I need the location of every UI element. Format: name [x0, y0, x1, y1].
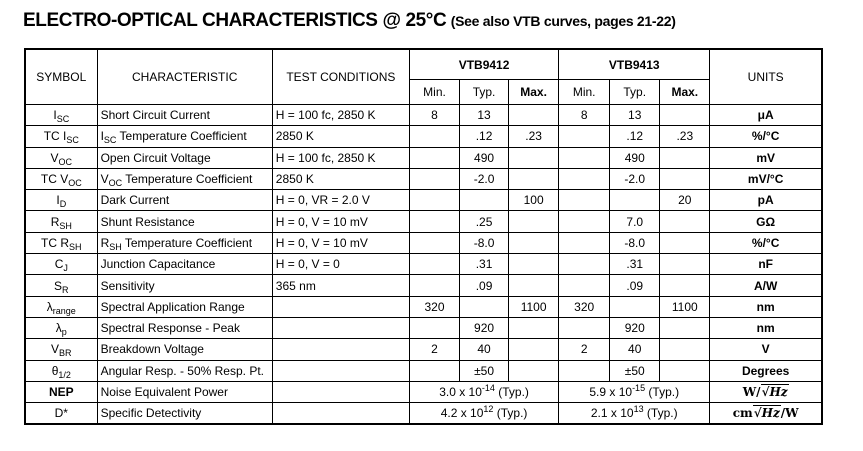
characteristic-cell: Sensitivity — [97, 275, 272, 296]
value-cell-a-max: 1100 — [509, 296, 559, 317]
page-title — [23, 10, 676, 32]
electro-optical-table — [24, 48, 823, 425]
value-cell-b-typ: 13 — [610, 105, 660, 126]
header-min-a: Min. — [409, 80, 459, 105]
unit-cell: A/W — [710, 275, 822, 296]
value-cell-a-typ: ±50 — [460, 360, 509, 381]
value-cell-b-max — [660, 275, 710, 296]
value-cell-a-max — [509, 275, 559, 296]
value-cell-b-min — [559, 254, 610, 275]
characteristic-cell: Shunt Resistance — [97, 211, 272, 232]
header-typ-a: Typ. — [460, 80, 509, 105]
nep-conditions — [272, 381, 409, 402]
value-cell-a-max — [509, 360, 559, 381]
unit-cell: nF — [710, 254, 822, 275]
conditions-cell: H = 100 fc, 2850 K — [272, 147, 409, 168]
conditions-cell: H = 100 fc, 2850 K — [272, 105, 409, 126]
value-cell-a-typ — [460, 190, 509, 211]
conditions-cell: H = 0, V = 10 mV — [272, 232, 409, 253]
header-max-b: Max. — [660, 80, 710, 105]
value-cell-a-typ: .31 — [460, 254, 509, 275]
symbol-cell: $\theta_{1/2}$ — [25, 360, 97, 381]
conditions-cell — [272, 296, 409, 317]
value-cell-b-min — [559, 211, 610, 232]
value-cell-a-max: 100 — [509, 190, 559, 211]
value-cell-b-max — [660, 339, 710, 360]
value-cell-b-min — [559, 275, 610, 296]
value-cell-a-max — [509, 168, 559, 189]
header-part-vtb9413: VTB9413 — [559, 49, 710, 80]
value-cell-b-typ: .09 — [610, 275, 660, 296]
table-row — [25, 190, 822, 211]
title-main: ELECTRO-OPTICAL CHARACTERISTICS @ 25°C — [23, 10, 447, 31]
value-cell-b-max — [660, 254, 710, 275]
value-cell-a-typ: .25 — [460, 211, 509, 232]
conditions-cell: H = 0, VR = 2.0 V — [272, 190, 409, 211]
table-row — [25, 168, 822, 189]
unit-cell: nm — [710, 296, 822, 317]
value-cell-b-typ: -2.0 — [610, 168, 660, 189]
value-cell-a-min: 8 — [409, 105, 459, 126]
unit-cell: mV/°C — [710, 168, 822, 189]
symbol-cell: TC $I_{SC}$ — [25, 126, 97, 147]
value-cell-b-min — [559, 190, 610, 211]
value-cell-a-max: .23 — [509, 126, 559, 147]
symbol-cell: $C_J$ — [25, 254, 97, 275]
dstar-value-a: 4.2 x $10^{12}$ (Typ.) — [409, 403, 558, 425]
nep-unit: W/√Hz — [710, 381, 822, 402]
value-cell-b-min — [559, 317, 610, 338]
characteristic-cell: $V_{OC}$ Temperature Coefficient — [97, 168, 272, 189]
symbol-cell: $V_{BR}$ — [25, 339, 97, 360]
dstar-conditions — [272, 403, 409, 425]
table-row — [25, 147, 822, 168]
characteristic-cell: Short Circuit Current — [97, 105, 272, 126]
dstar-characteristic: Specific Detectivity — [97, 403, 272, 425]
value-cell-b-max — [660, 105, 710, 126]
symbol-cell: $V_{OC}$ — [25, 147, 97, 168]
value-cell-b-typ: 920 — [610, 317, 660, 338]
sqrt-radical: √Hz — [753, 406, 780, 421]
conditions-cell — [272, 339, 409, 360]
sqrt-radical: √Hz — [761, 385, 788, 399]
characteristic-cell: Spectral Application Range — [97, 296, 272, 317]
value-cell-b-max: 1100 — [660, 296, 710, 317]
characteristic-cell: Open Circuit Voltage — [97, 147, 272, 168]
value-cell-a-min — [409, 190, 459, 211]
value-cell-a-typ: -8.0 — [460, 232, 509, 253]
symbol-cell: TC $R_{SH}$ — [25, 232, 97, 253]
value-cell-b-typ: .12 — [610, 126, 660, 147]
characteristic-cell: Breakdown Voltage — [97, 339, 272, 360]
header-test-conditions: TEST CONDITIONS — [272, 49, 409, 105]
value-cell-b-typ — [610, 190, 660, 211]
conditions-cell: 2850 K — [272, 168, 409, 189]
table-row — [25, 105, 822, 126]
value-cell-a-max — [509, 147, 559, 168]
characteristic-cell: Angular Resp. - 50% Resp. Pt. — [97, 360, 272, 381]
unit-cell: μA — [710, 105, 822, 126]
value-cell-a-min — [409, 254, 459, 275]
value-cell-b-typ: 490 — [610, 147, 660, 168]
table-row-nep — [25, 381, 822, 402]
value-cell-b-typ: 7.0 — [610, 211, 660, 232]
characteristic-cell: Junction Capacitance — [97, 254, 272, 275]
header-row-1 — [25, 49, 822, 80]
unit-cell: mV — [710, 147, 822, 168]
value-cell-b-max — [660, 147, 710, 168]
value-cell-a-min — [409, 360, 459, 381]
table-row-dstar — [25, 403, 822, 425]
dstar-unit: cm√Hz/W — [710, 403, 822, 425]
value-cell-a-max — [509, 211, 559, 232]
symbol-cell: $\lambda_p$ — [25, 317, 97, 338]
table-row — [25, 232, 822, 253]
nep-symbol: NEP — [25, 381, 97, 402]
unit-cell: pA — [710, 190, 822, 211]
symbol-cell: $S_R$ — [25, 275, 97, 296]
value-cell-b-max — [660, 360, 710, 381]
value-cell-b-typ: ±50 — [610, 360, 660, 381]
value-cell-b-typ — [610, 296, 660, 317]
table-row — [25, 339, 822, 360]
value-cell-b-min — [559, 147, 610, 168]
value-cell-b-max: 20 — [660, 190, 710, 211]
value-cell-b-min: 8 — [559, 105, 610, 126]
value-cell-b-min — [559, 232, 610, 253]
unit-cell: nm — [710, 317, 822, 338]
value-cell-a-typ: 920 — [460, 317, 509, 338]
value-cell-b-min: 320 — [559, 296, 610, 317]
value-cell-a-typ: 490 — [460, 147, 509, 168]
characteristic-cell: Dark Current — [97, 190, 272, 211]
table-row — [25, 211, 822, 232]
conditions-cell: 365 nm — [272, 275, 409, 296]
unit-cell: %/°C — [710, 126, 822, 147]
value-cell-a-min: 2 — [409, 339, 459, 360]
value-cell-a-min — [409, 147, 459, 168]
header-max-a: Max. — [509, 80, 559, 105]
value-cell-a-min — [409, 317, 459, 338]
unit-cell: Degrees — [710, 360, 822, 381]
table-row — [25, 254, 822, 275]
value-cell-b-min — [559, 360, 610, 381]
characteristic-cell: $I_{SC}$ Temperature Coefficient — [97, 126, 272, 147]
table-row — [25, 275, 822, 296]
table-row — [25, 360, 822, 381]
value-cell-a-min — [409, 232, 459, 253]
nep-value-a: 3.0 x $10^{-14}$ (Typ.) — [409, 381, 558, 402]
conditions-cell: 2850 K — [272, 126, 409, 147]
value-cell-a-typ: .09 — [460, 275, 509, 296]
value-cell-a-min — [409, 211, 459, 232]
value-cell-b-max — [660, 211, 710, 232]
value-cell-b-min — [559, 126, 610, 147]
symbol-cell: TC $V_{OC}$ — [25, 168, 97, 189]
value-cell-a-max — [509, 105, 559, 126]
unit-cell: V — [710, 339, 822, 360]
unit-cell: GΩ — [710, 211, 822, 232]
symbol-cell: $I_{SC}$ — [25, 105, 97, 126]
header-part-vtb9412: VTB9412 — [409, 49, 558, 80]
title-sub: (See also VTB curves, pages 21-22) — [450, 13, 676, 29]
table-row — [25, 317, 822, 338]
nep-characteristic: Noise Equivalent Power — [97, 381, 272, 402]
value-cell-a-typ: -2.0 — [460, 168, 509, 189]
header-typ-b: Typ. — [610, 80, 660, 105]
value-cell-a-typ: .12 — [460, 126, 509, 147]
value-cell-a-max — [509, 254, 559, 275]
symbol-cell: $\lambda_{range}$ — [25, 296, 97, 317]
conditions-cell — [272, 360, 409, 381]
characteristic-cell: Spectral Response - Peak — [97, 317, 272, 338]
value-cell-a-max — [509, 232, 559, 253]
unit-cell: %/°C — [710, 232, 822, 253]
conditions-cell: H = 0, V = 10 mV — [272, 211, 409, 232]
symbol-cell: $I_D$ — [25, 190, 97, 211]
header-symbol: SYMBOL — [25, 49, 97, 105]
dstar-value-b: 2.1 x $10^{13}$ (Typ.) — [559, 403, 710, 425]
value-cell-a-typ: 40 — [460, 339, 509, 360]
dstar-symbol: D* — [25, 403, 97, 425]
header-units: UNITS — [710, 49, 822, 105]
table-row — [25, 126, 822, 147]
value-cell-b-max — [660, 232, 710, 253]
value-cell-b-min: 2 — [559, 339, 610, 360]
value-cell-b-min — [559, 168, 610, 189]
value-cell-b-max — [660, 317, 710, 338]
value-cell-b-typ: 40 — [610, 339, 660, 360]
value-cell-a-min — [409, 275, 459, 296]
symbol-cell: $R_{SH}$ — [25, 211, 97, 232]
table-row — [25, 296, 822, 317]
value-cell-a-max — [509, 339, 559, 360]
value-cell-b-max: .23 — [660, 126, 710, 147]
value-cell-a-min — [409, 126, 459, 147]
conditions-cell: H = 0, V = 0 — [272, 254, 409, 275]
value-cell-a-typ: 13 — [460, 105, 509, 126]
value-cell-a-min — [409, 168, 459, 189]
value-cell-a-max — [509, 317, 559, 338]
header-min-b: Min. — [559, 80, 610, 105]
value-cell-a-min: 320 — [409, 296, 459, 317]
header-characteristic: CHARACTERISTIC — [97, 49, 272, 105]
value-cell-b-typ: .31 — [610, 254, 660, 275]
conditions-cell — [272, 317, 409, 338]
nep-value-b: 5.9 x $10^{-15}$ (Typ.) — [559, 381, 710, 402]
value-cell-b-typ: -8.0 — [610, 232, 660, 253]
characteristic-cell: $R_{SH}$ Temperature Coefficient — [97, 232, 272, 253]
value-cell-a-typ — [460, 296, 509, 317]
value-cell-b-max — [660, 168, 710, 189]
